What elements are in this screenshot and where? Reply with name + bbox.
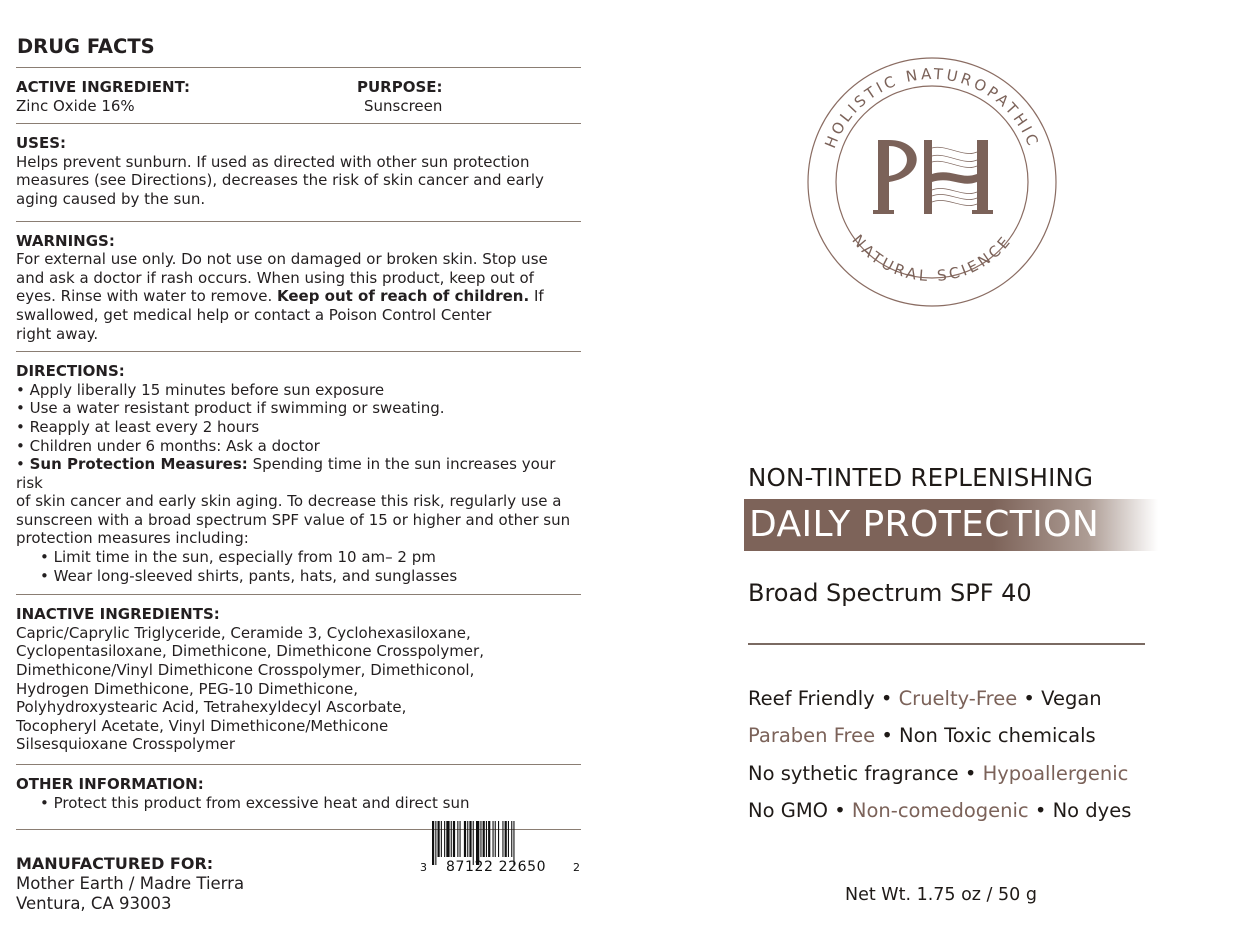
uses-line: aging caused by the sun. [16, 189, 206, 208]
drug-facts-title: DRUG FACTS [17, 35, 155, 58]
uses-line: Helps prevent sunburn. If used as directed with other sun protection [16, 152, 530, 171]
barcode-bar [453, 821, 455, 857]
barcode-bar [467, 821, 468, 857]
barcode-bar [464, 821, 466, 857]
barcode-bar [488, 821, 490, 857]
net-weight: Net Wt. 1.75 oz / 50 g [845, 885, 1037, 905]
barcode-digits: 87122 22650 [446, 859, 547, 875]
active-ingredient-value: Zinc Oxide 16% [16, 96, 135, 115]
divider [748, 643, 1145, 645]
list-item: • Protect this product from excessive heat and direct sun [40, 793, 470, 812]
barcode-bar [498, 821, 499, 857]
barcode-right-digit: 2 [573, 861, 580, 874]
other-information-heading: OTHER INFORMATION: [16, 775, 204, 793]
inactive-line: Silsesquioxane Crosspolymer [16, 735, 236, 754]
warnings-line: eyes. Rinse with water to remove. Keep out of reach of children. If [16, 287, 544, 306]
inactive-line: Tocopheryl Acetate, Vinyl Dimethicone/Methicone [16, 716, 389, 735]
active-ingredient-heading: ACTIVE INGREDIENT: [16, 78, 190, 96]
claims-line: Reef Friendly • Cruelty-Free • Vegan [748, 687, 1102, 710]
uses-line: measures (see Directions), decreases the risk of skin cancer and early [16, 171, 544, 190]
product-claims [748, 680, 1131, 830]
claims-line: No sythetic fragrance • Hypoallergenic [748, 761, 1129, 785]
inactive-line: Cyclopentasiloxane, Dimethicone, Dimethicone Crosspolymer, [16, 642, 484, 661]
barcode-left-digit: 3 [420, 861, 427, 874]
directions-line: sunscreen with a broad spectrum SPF value of 15 or higher and other sun [16, 510, 571, 529]
barcode-bar [483, 821, 485, 857]
directions-line: of skin cancer and early skin aging. To decrease this risk, regularly use a [16, 492, 562, 511]
list-item: • Use a water resistant product if swimming or sweating. [16, 399, 445, 418]
directions-heading: DIRECTIONS: [16, 362, 125, 381]
barcode-bar [444, 821, 445, 857]
barcode-bar [438, 821, 440, 857]
barcode-bar [441, 821, 442, 857]
inactive-line: Polyhydroxystearic Acid, Tetrahexyldecyl Ascorbate, [16, 698, 407, 717]
warnings-line: For external use only. Do not use on damaged or broken skin. Stop use [16, 250, 548, 269]
other-information-section [16, 765, 581, 829]
product-title: DAILY PROTECTION [749, 504, 1100, 545]
logo-arc-bottom: NATURAL SCIENCE [848, 231, 1016, 286]
product-subtitle: NON-TINTED REPLENISHING [748, 463, 1094, 492]
barcode-bar [502, 821, 503, 857]
barcode-bar [460, 821, 461, 857]
warnings-section [16, 222, 581, 352]
ph-monogram-icon [873, 140, 993, 214]
barcode-bar [432, 821, 434, 865]
barcode-bar [505, 821, 507, 857]
list-item: • Reapply at least every 2 hours [16, 417, 260, 436]
barcode-bar [508, 821, 509, 857]
list-item: • Children under 6 months: Ask a doctor [16, 436, 320, 455]
claims-line: No GMO • Non-comedogenic • No dyes [748, 799, 1132, 823]
purpose-heading: PURPOSE: [357, 78, 443, 96]
brand-logo [806, 56, 1058, 308]
manufacturer-heading: MANUFACTURED FOR: [16, 854, 214, 874]
uses-heading: USES: [16, 134, 67, 153]
barcode-bar [435, 821, 436, 865]
barcode [420, 821, 582, 877]
barcode-bar [451, 821, 452, 857]
warnings-line: swallowed, get medical help or contact a Poison Control Center [16, 305, 492, 324]
inactive-line: Dimethicone/Vinyl Dimethicone Crosspolymer, Dimethiconol, [16, 661, 475, 680]
manufacturer-address: Ventura, CA 93003 [16, 894, 172, 914]
directions-line: protection measures including: [16, 529, 249, 548]
children-warning: Keep out of reach of children. [277, 287, 530, 306]
logo-arc-top: HOLISTIC NATUROPATHIC [821, 64, 1043, 151]
inactive-ingredients-section [16, 595, 581, 764]
barcode-bar [446, 821, 449, 857]
list-item: • Wear long-sleeved shirts, pants, hats, and sunglasses [40, 566, 458, 585]
warnings-line: and ask a doctor if rash occurs. When using this product, keep out of [16, 268, 534, 287]
warnings-heading: WARNINGS: [16, 231, 115, 250]
inactive-line: Hydrogen Dimethicone, PEG-10 Dimethicone, [16, 679, 358, 698]
list-item: • Apply liberally 15 minutes before sun exposure [16, 380, 385, 399]
drug-facts-panel [16, 34, 581, 914]
barcode-bar [495, 821, 496, 857]
manufacturer-name: Mother Earth / Madre Tierra [16, 874, 245, 894]
product-title-banner [744, 499, 1158, 551]
barcode-bar [511, 821, 512, 857]
barcode-bar [486, 821, 487, 857]
inactive-ingredients-heading: INACTIVE INGREDIENTS: [16, 605, 220, 624]
list-item: • Sun Protection Measures: Spending time in the sun increases your risk [16, 455, 556, 492]
spf-label: Broad Spectrum SPF 40 [748, 579, 1032, 607]
active-ingredient-section [16, 68, 581, 123]
purpose-value: Sunscreen [364, 96, 443, 115]
barcode-bar [480, 821, 481, 857]
uses-section [16, 124, 581, 220]
barcode-bar [469, 821, 471, 857]
barcode-bar [493, 821, 494, 857]
claims-line: Paraben Free • Non Toxic chemicals [748, 724, 1096, 748]
directions-section [16, 352, 581, 594]
warnings-line: right away. [16, 324, 99, 343]
list-item: • Limit time in the sun, especially from 10 am– 2 pm [40, 548, 436, 567]
barcode-bar [457, 821, 458, 857]
inactive-line: Capric/Caprylic Triglyceride, Ceramide 3, Cyclohexasiloxane, [16, 623, 471, 642]
